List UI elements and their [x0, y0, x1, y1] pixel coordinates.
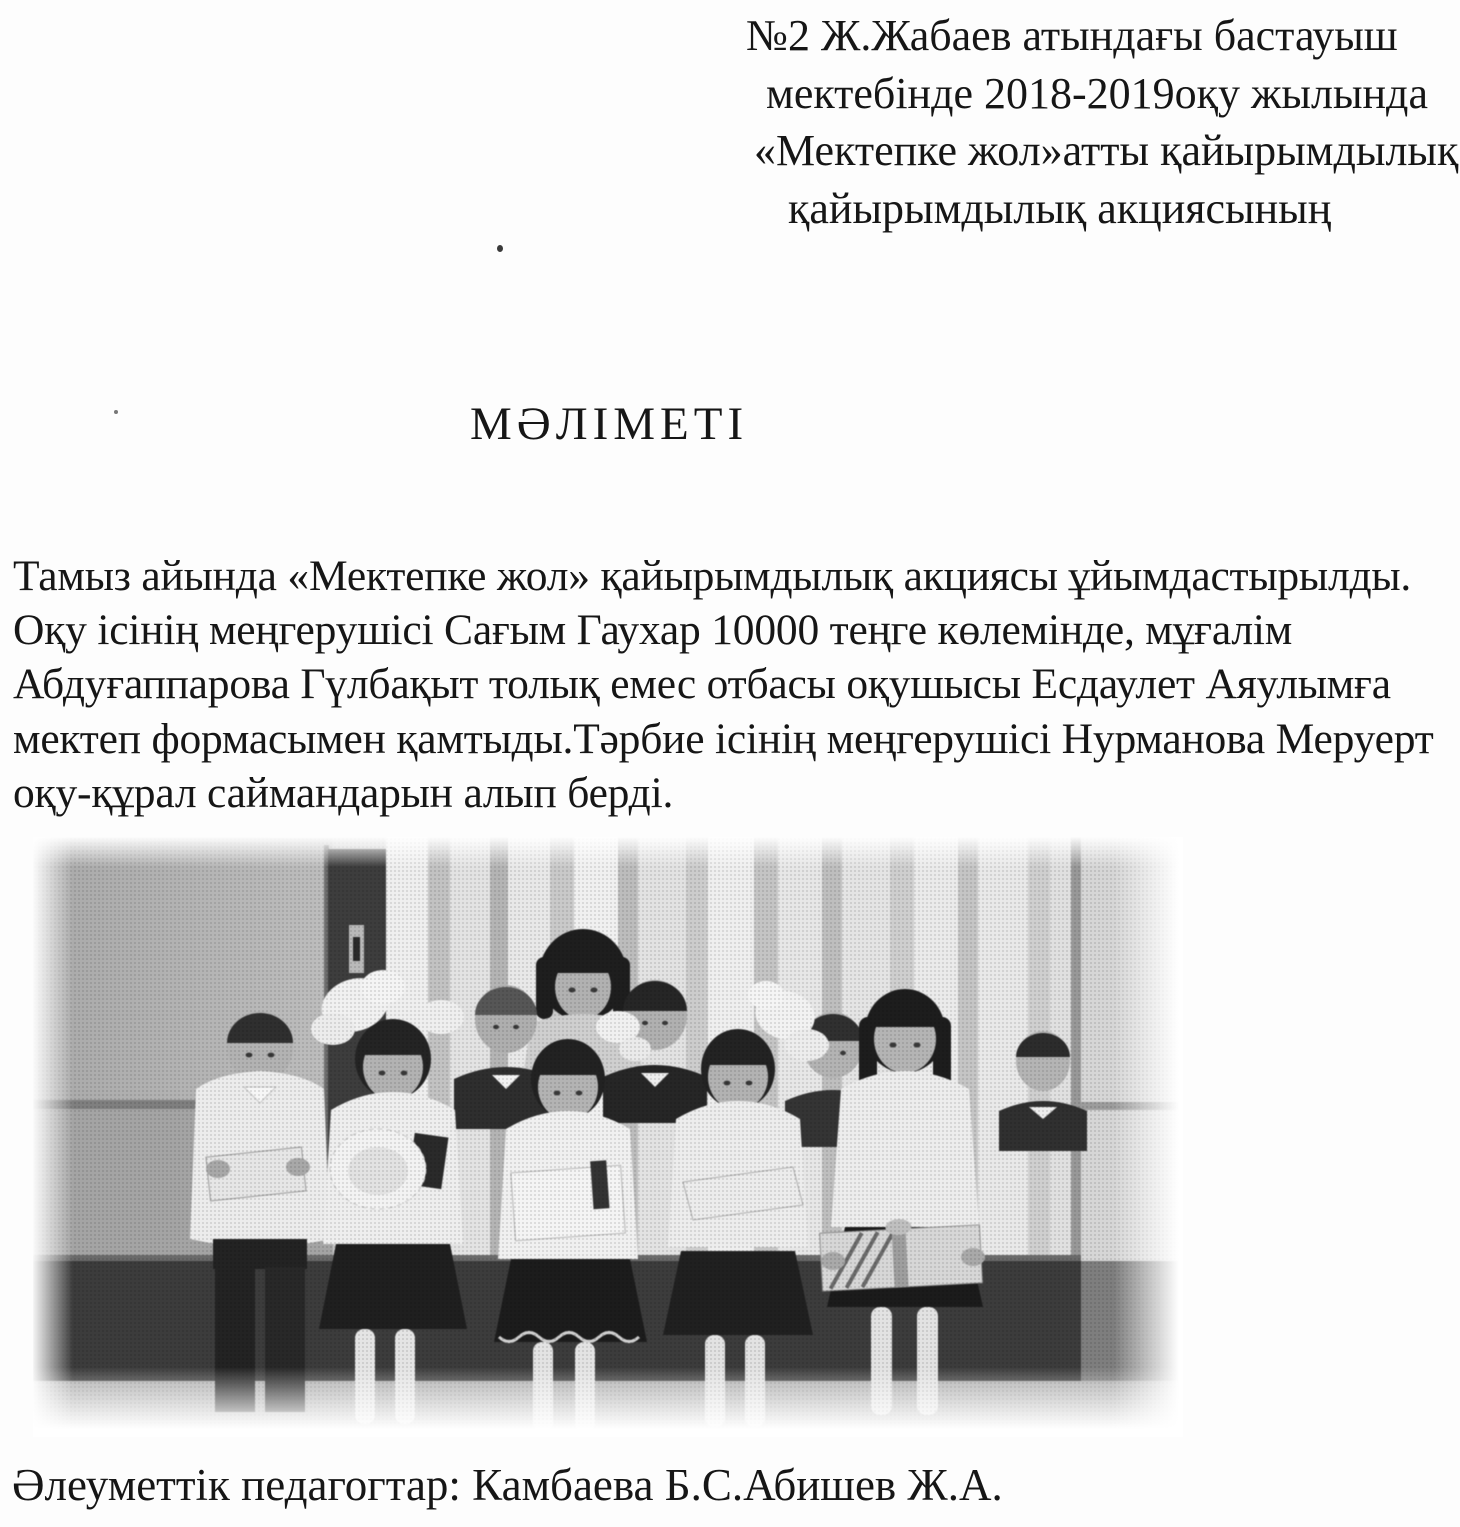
scan-speckle — [497, 245, 503, 252]
footer-signature: Әлеуметтік педагогтар: Камбаева Б.С.Абишев Ж.А. — [12, 1460, 1003, 1510]
page-title: МӘЛІМЕТІ — [470, 398, 749, 450]
scan-speckle — [114, 410, 118, 414]
photo-scene — [33, 837, 1183, 1437]
header-line: №2 Ж.Жабаев атындағы бастауыш — [746, 11, 1398, 60]
body-line: Оқу ісінің меңгерушісі Сағым Гаухар 10000 теңге көлемінде, мұғалім — [13, 606, 1293, 655]
group-photo — [33, 837, 1183, 1437]
header-line: қайырымдылық акциясының — [788, 183, 1332, 233]
body-line: мектеп формасымен қамтыды.Тәрбие ісінің меңгерушісі Нурманова Меруерт — [13, 714, 1434, 763]
body-line: Абдуғаппарова Гүлбақыт толық емес отбасы оқушысы Есдаулет Аяулымға — [13, 660, 1391, 709]
header-line: мектебінде 2018-2019оқу жылында — [766, 68, 1428, 118]
body-line: оқу-құрал саймандарын алып берді. — [13, 768, 674, 817]
header-block — [746, 7, 1458, 237]
header-line: «Мектепке жол»атты қайырымдылық — [754, 126, 1459, 175]
body-line: Тамыз айында «Мектепке жол» қайырымдылық акциясы ұйымдастырылды. — [13, 552, 1412, 600]
body-paragraph — [13, 549, 1434, 820]
